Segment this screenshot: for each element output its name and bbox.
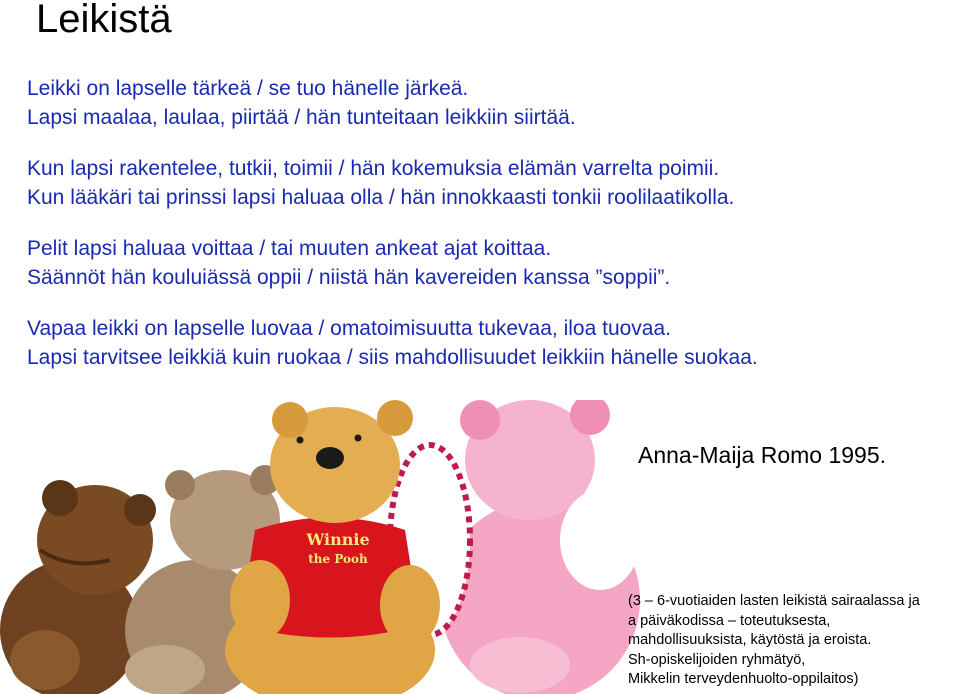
note-line: mahdollisuuksista, käytöstä ja eroista. <box>628 632 872 648</box>
poem-stanza <box>27 314 947 372</box>
poem-line: Kun lääkäri tai prinssi lapsi haluaa olla / hän innokkaasti tonkii roolilaatikolla. <box>27 186 735 209</box>
note-line: (3 – 6-vuotiaiden lasten leikistä sairaalassa ja <box>628 593 920 609</box>
poem-line: Kun lapsi rakentelee, tutkii, toimii / hän kokemuksia elämän varrelta poimii. <box>27 157 720 180</box>
poem-line: Leikki on lapselle tärkeä / se tuo hänelle järkeä. <box>27 77 469 100</box>
poem-line: Lapsi tarvitsee leikkiä kuin ruokaa / siis mahdollisuudet leikkiin hänelle suokaa. <box>27 346 758 369</box>
poem-line: Säännöt hän kouluiässä oppii / niistä hän kavereiden kanssa ”soppii”. <box>27 266 671 289</box>
note-line: Mikkelin terveydenhuolto-oppilaitos) <box>628 671 859 687</box>
poem-line: Lapsi maalaa, laulaa, piirtää / hän tunteitaan leikkiin siirtää. <box>27 106 576 129</box>
poem-stanza <box>27 74 947 132</box>
page-title: Leikistä <box>36 0 172 41</box>
poem-stanza <box>27 154 947 212</box>
shirt-text: Winnie <box>306 530 370 549</box>
poem-line: Pelit lapsi haluaa voittaa / tai muuten ankeat ajat koittaa. <box>27 237 552 260</box>
poem-author: Anna-Maija Romo 1995. <box>638 442 887 468</box>
poem <box>27 74 947 394</box>
source-note <box>628 592 920 690</box>
pink-bear <box>440 400 640 694</box>
poem-stanza <box>27 234 947 292</box>
teddy-bears-illustration <box>0 400 640 694</box>
shirt-text: the Pooh <box>308 552 368 566</box>
note-line: Sh-opiskelijoiden ryhmätyö, <box>628 651 806 668</box>
note-line: a päiväkodissa – toteutuksesta, <box>628 612 831 629</box>
poem-line: Vapaa leikki on lapselle luovaa / omatoimisuutta tukevaa, iloa tuovaa. <box>27 317 671 340</box>
